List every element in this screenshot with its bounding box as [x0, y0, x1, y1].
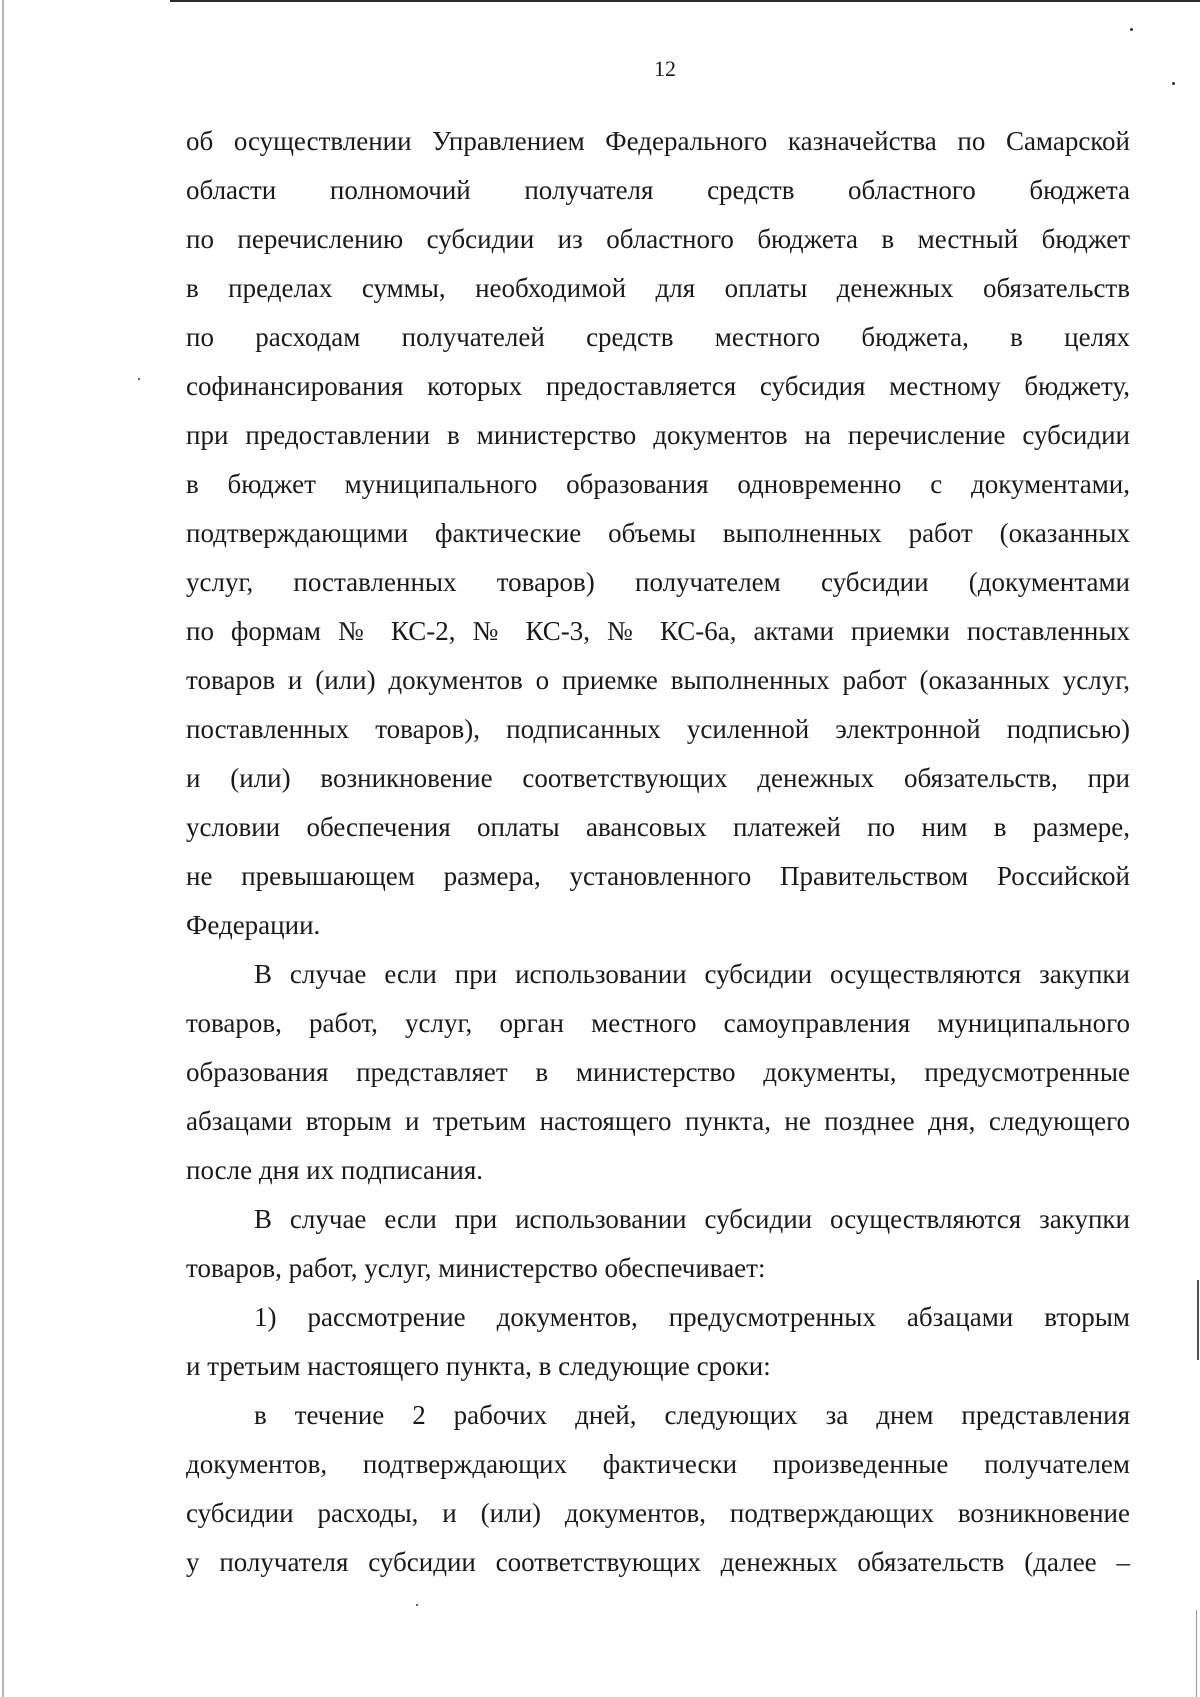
- text-line: товаров, работ, услуг, орган местного самоуправления муниципального: [186, 1008, 1130, 1038]
- scan-edge-right-mark-lower: [1196, 1610, 1197, 1697]
- scan-edge-right-mark: [1197, 1280, 1199, 1360]
- text-line: товаров, работ, услуг, министерство обеспечивает:: [186, 1253, 766, 1283]
- paragraph: [186, 1293, 1130, 1391]
- text-line: софинансирования которых предоставляется субсидия местному бюджету,: [186, 371, 1130, 401]
- scan-speck: [1130, 28, 1133, 31]
- scan-speck: [416, 1604, 418, 1606]
- text-line: товаров и (или) документов о приемке выполненных работ (оказанных услуг,: [186, 665, 1130, 695]
- text-line: абзацами вторым и третьим настоящего пункта, не позднее дня, следующего: [186, 1106, 1130, 1136]
- text-line: у получателя субсидии соответствующих денежных обязательств (далее –: [186, 1547, 1130, 1577]
- text-line: поставленных товаров), подписанных усиленной электронной подписью): [186, 714, 1130, 744]
- text-line: и (или) возникновение соответствующих денежных обязательств, при: [186, 763, 1130, 793]
- paragraph: [186, 117, 1130, 950]
- text-line: условии обеспечения оплаты авансовых платежей по ним в размере,: [186, 812, 1130, 842]
- document-body: [186, 117, 1130, 1587]
- text-line: В случае если при использовании субсидии осуществляются закупки: [254, 1204, 1130, 1234]
- text-line: не превышающем размера, установленного Правительством Российской: [186, 861, 1130, 891]
- scan-edge-top: [170, 0, 1200, 2]
- text-line: по перечислению субсидии из областного бюджета в местный бюджет: [186, 224, 1130, 254]
- paragraph: [186, 1195, 1130, 1293]
- text-line: услуг, поставленных товаров) получателем субсидии (документами: [186, 567, 1130, 597]
- text-line: в бюджет муниципального образования одновременно с документами,: [186, 469, 1130, 499]
- text-line: документов, подтверждающих фактически произведенные получателем: [186, 1449, 1130, 1479]
- paragraph: [186, 1391, 1130, 1587]
- text-line: Федерации.: [186, 910, 321, 940]
- scan-speck: [1172, 82, 1175, 85]
- paragraph: [186, 950, 1130, 1195]
- text-line: в пределах суммы, необходимой для оплаты денежных обязательств: [186, 273, 1130, 303]
- scan-speck: [138, 378, 140, 380]
- text-line: после дня их подписания.: [186, 1155, 484, 1185]
- text-line: в течение 2 рабочих дней, следующих за днем представления: [254, 1400, 1130, 1430]
- text-line: В случае если при использовании субсидии осуществляются закупки: [254, 959, 1130, 989]
- scan-edge-left: [2, 0, 4, 1697]
- text-line: по расходам получателей средств местного бюджета, в целях: [186, 322, 1130, 352]
- text-line: по формам № КС-2, № КС-3, № КС-6а, актами приемки поставленных: [186, 616, 1130, 646]
- text-line: подтверждающими фактические объемы выполненных работ (оказанных: [186, 518, 1130, 548]
- text-line: 1) рассмотрение документов, предусмотренных абзацами вторым: [254, 1302, 1130, 1332]
- text-line: при предоставлении в министерство документов на перечисление субсидии: [186, 420, 1130, 450]
- text-line: субсидии расходы, и (или) документов, подтверждающих возникновение: [186, 1498, 1130, 1528]
- text-line: и третьим настоящего пункта, в следующие сроки:: [186, 1351, 771, 1381]
- page-number: 12: [654, 56, 676, 81]
- text-line: образования представляет в министерство документы, предусмотренные: [186, 1057, 1130, 1087]
- text-line: об осуществлении Управлением Федерального казначейства по Самарской: [186, 126, 1130, 156]
- text-line: области полномочий получателя средств областного бюджета: [186, 175, 1130, 205]
